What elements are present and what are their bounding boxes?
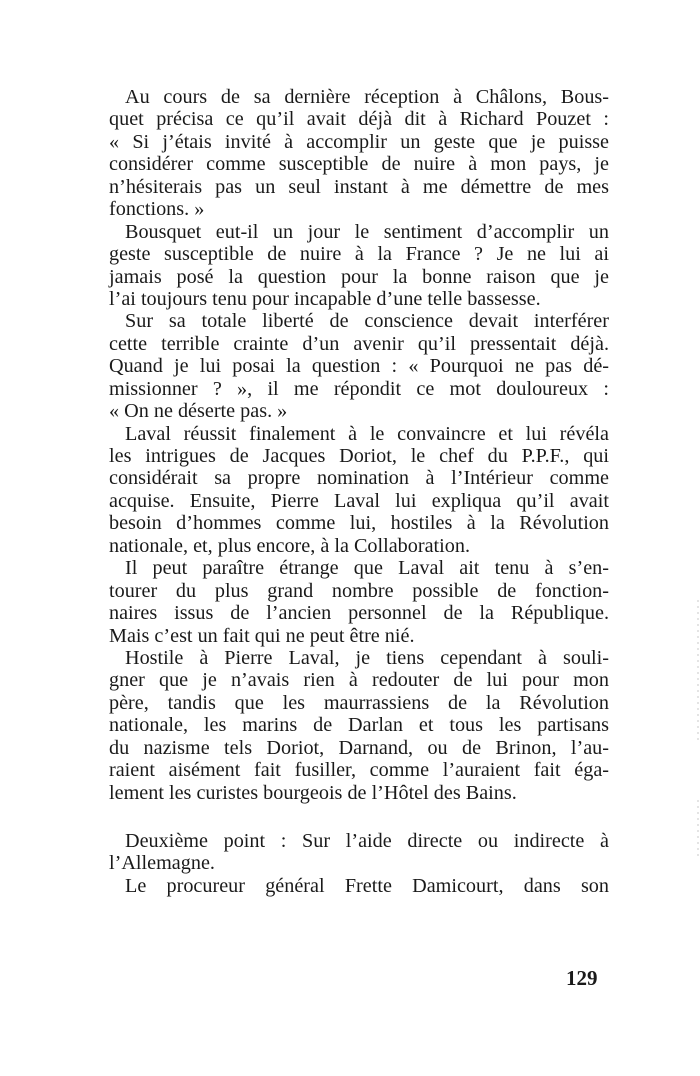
text-line: quet précisa ce qu’il avait déjà dit à Richard Pouzet :	[109, 108, 609, 131]
paragraph	[109, 423, 609, 558]
text-line: missionner ? », il me répondit ce mot douloureux :	[109, 377, 609, 400]
text-line: Bousquet eut-il un jour le sentiment d’accomplir un	[125, 220, 609, 243]
text-line: naires issus de l’ancien personnel de la République.	[109, 602, 609, 625]
text-line: besoin d’hommes comme lui, hostiles à la Révolution	[109, 512, 609, 535]
section-heading-paragraph	[109, 830, 609, 875]
text-line: tourer du plus grand nombre possible de fonction-	[109, 579, 609, 602]
text-line: n’hésiterais pas un seul instant à me démettre de mes	[109, 175, 609, 198]
text-line: Au cours de sa dernière réception à Châlons, Bous-	[125, 86, 609, 108]
text-line: père, tandis que les maurrassiens de la Révolution	[109, 691, 609, 714]
section-gap	[109, 804, 609, 830]
text-line: acquise. Ensuite, Pierre Laval lui expliqua qu’il avait	[109, 489, 609, 512]
text-line: considérer comme susceptible de nuire à mon pays, je	[109, 153, 609, 176]
text-line: Laval réussit finalement à le convaincre et lui révéla	[125, 422, 609, 445]
text-line: raient aisément fait fusiller, comme l’auraient fait éga-	[109, 759, 609, 782]
text-line: lement les curistes bourgeois de l’Hôtel des Bains.	[109, 781, 517, 804]
paragraph	[109, 557, 609, 647]
page-body	[109, 86, 609, 897]
paragraph	[109, 221, 609, 311]
text-line: cette terrible crainte d’un avenir qu’il pressentait déjà.	[109, 332, 609, 355]
text-line: considérait sa propre nomination à l’Intérieur comme	[109, 467, 609, 490]
text-line: Sur sa totale liberté de conscience devait interférer	[125, 310, 609, 333]
text-line: l’ai toujours tenu pour incapable d’une telle bassesse.	[109, 287, 541, 310]
paragraph	[109, 647, 609, 804]
paragraph	[109, 310, 609, 422]
text-line: jamais posé la question pour la bonne raison que je	[109, 265, 609, 288]
text-line: l’Allemagne.	[109, 852, 215, 875]
text-line: Quand je lui posai la question : « Pourquoi ne pas dé-	[109, 355, 609, 378]
text-line: « Si j’étais invité à accomplir un geste que je puisse	[109, 130, 609, 153]
scan-artifact	[697, 600, 699, 740]
text-line: du nazisme tels Doriot, Darnand, ou de Brinon, l’au-	[109, 736, 609, 759]
scan-artifact	[697, 800, 699, 860]
text-line: « On ne déserte pas. »	[109, 400, 288, 423]
page-number: 129	[566, 966, 598, 990]
text-line: nationale, les marins de Darlan et tous les partisans	[109, 714, 609, 737]
text-line: geste susceptible de nuire à la France ? Je ne lui ai	[109, 243, 609, 266]
text-line: les intrigues de Jacques Doriot, le chef du P.P.F., qui	[109, 445, 609, 467]
text-line: fonctions. »	[109, 198, 205, 221]
text-line: Il peut paraître étrange que Laval ait tenu à s’en-	[125, 557, 609, 580]
text-line: Le procureur général Frette Damicourt, dans son	[125, 874, 609, 897]
text-line: Deuxième point : Sur l’aide directe ou indirecte à	[125, 830, 609, 852]
paragraph	[109, 86, 609, 221]
text-line: Mais c’est un fait qui ne peut être nié.	[109, 624, 415, 647]
text-line: gner que je n’avais rien à redouter de lui pour mon	[109, 669, 609, 692]
text-line: nationale, et, plus encore, à la Collaboration.	[109, 534, 471, 557]
paragraph	[109, 875, 609, 897]
text-line: Hostile à Pierre Laval, je tiens cependant à souli-	[125, 646, 609, 669]
